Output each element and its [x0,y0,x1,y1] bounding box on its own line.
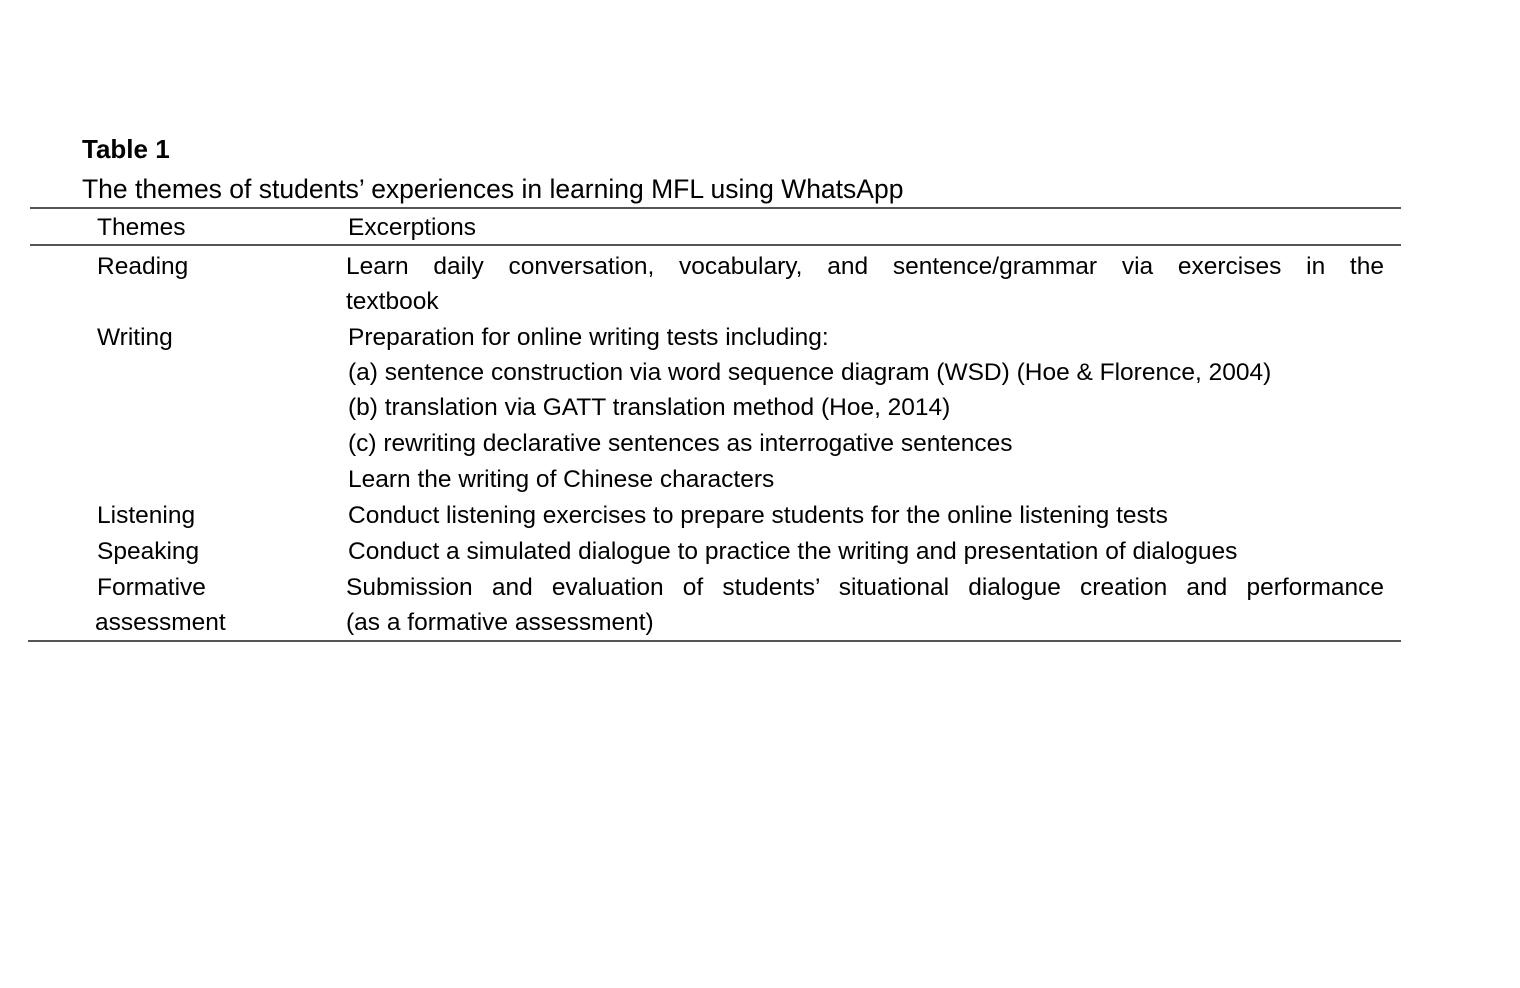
theme-cell: Writing [97,324,173,351]
theme-cell: Reading [97,253,189,280]
theme-cell: Speaking [97,538,200,565]
table-top-rule [30,207,1401,209]
excerption-line: (b) translation via GATT translation method (Hoe, 2014) [348,394,951,421]
column-header-excerptions: Excerptions [348,214,477,241]
excerption-line: Submission and evaluation of students’ situational dialogue creation and performance [346,574,1384,601]
excerption-line: Learn daily conversation, vocabulary, and sentence/grammar via exercises in the [346,253,1384,280]
theme-cell: Formative [97,574,206,601]
table-label: Table 1 [82,134,170,164]
excerption-line: textbook [346,288,439,316]
excerption-line: Preparation for online writing tests including: [348,324,829,351]
excerption-line: (as a formative assessment) [346,609,654,637]
excerption-line: Learn the writing of Chinese characters [348,466,775,493]
excerption-cell [346,570,1384,641]
excerption-line: (a) sentence construction via word sequence diagram (WSD) (Hoe & Florence, 2004) [348,359,1272,386]
excerption-line: Conduct a simulated dialogue to practice the writing and presentation of dialogues [348,538,1238,565]
excerption-cell [346,249,1384,320]
excerption-line: (c) rewriting declarative sentences as interrogative sentences [348,430,1013,457]
table-caption: The themes of students’ experiences in learning MFL using WhatsApp [82,174,904,204]
excerption-line: Conduct listening exercises to prepare students for the online listening tests [348,502,1168,529]
column-header-themes: Themes [97,214,186,241]
theme-cell: Listening [97,502,196,529]
theme-cell: assessment [95,609,226,636]
